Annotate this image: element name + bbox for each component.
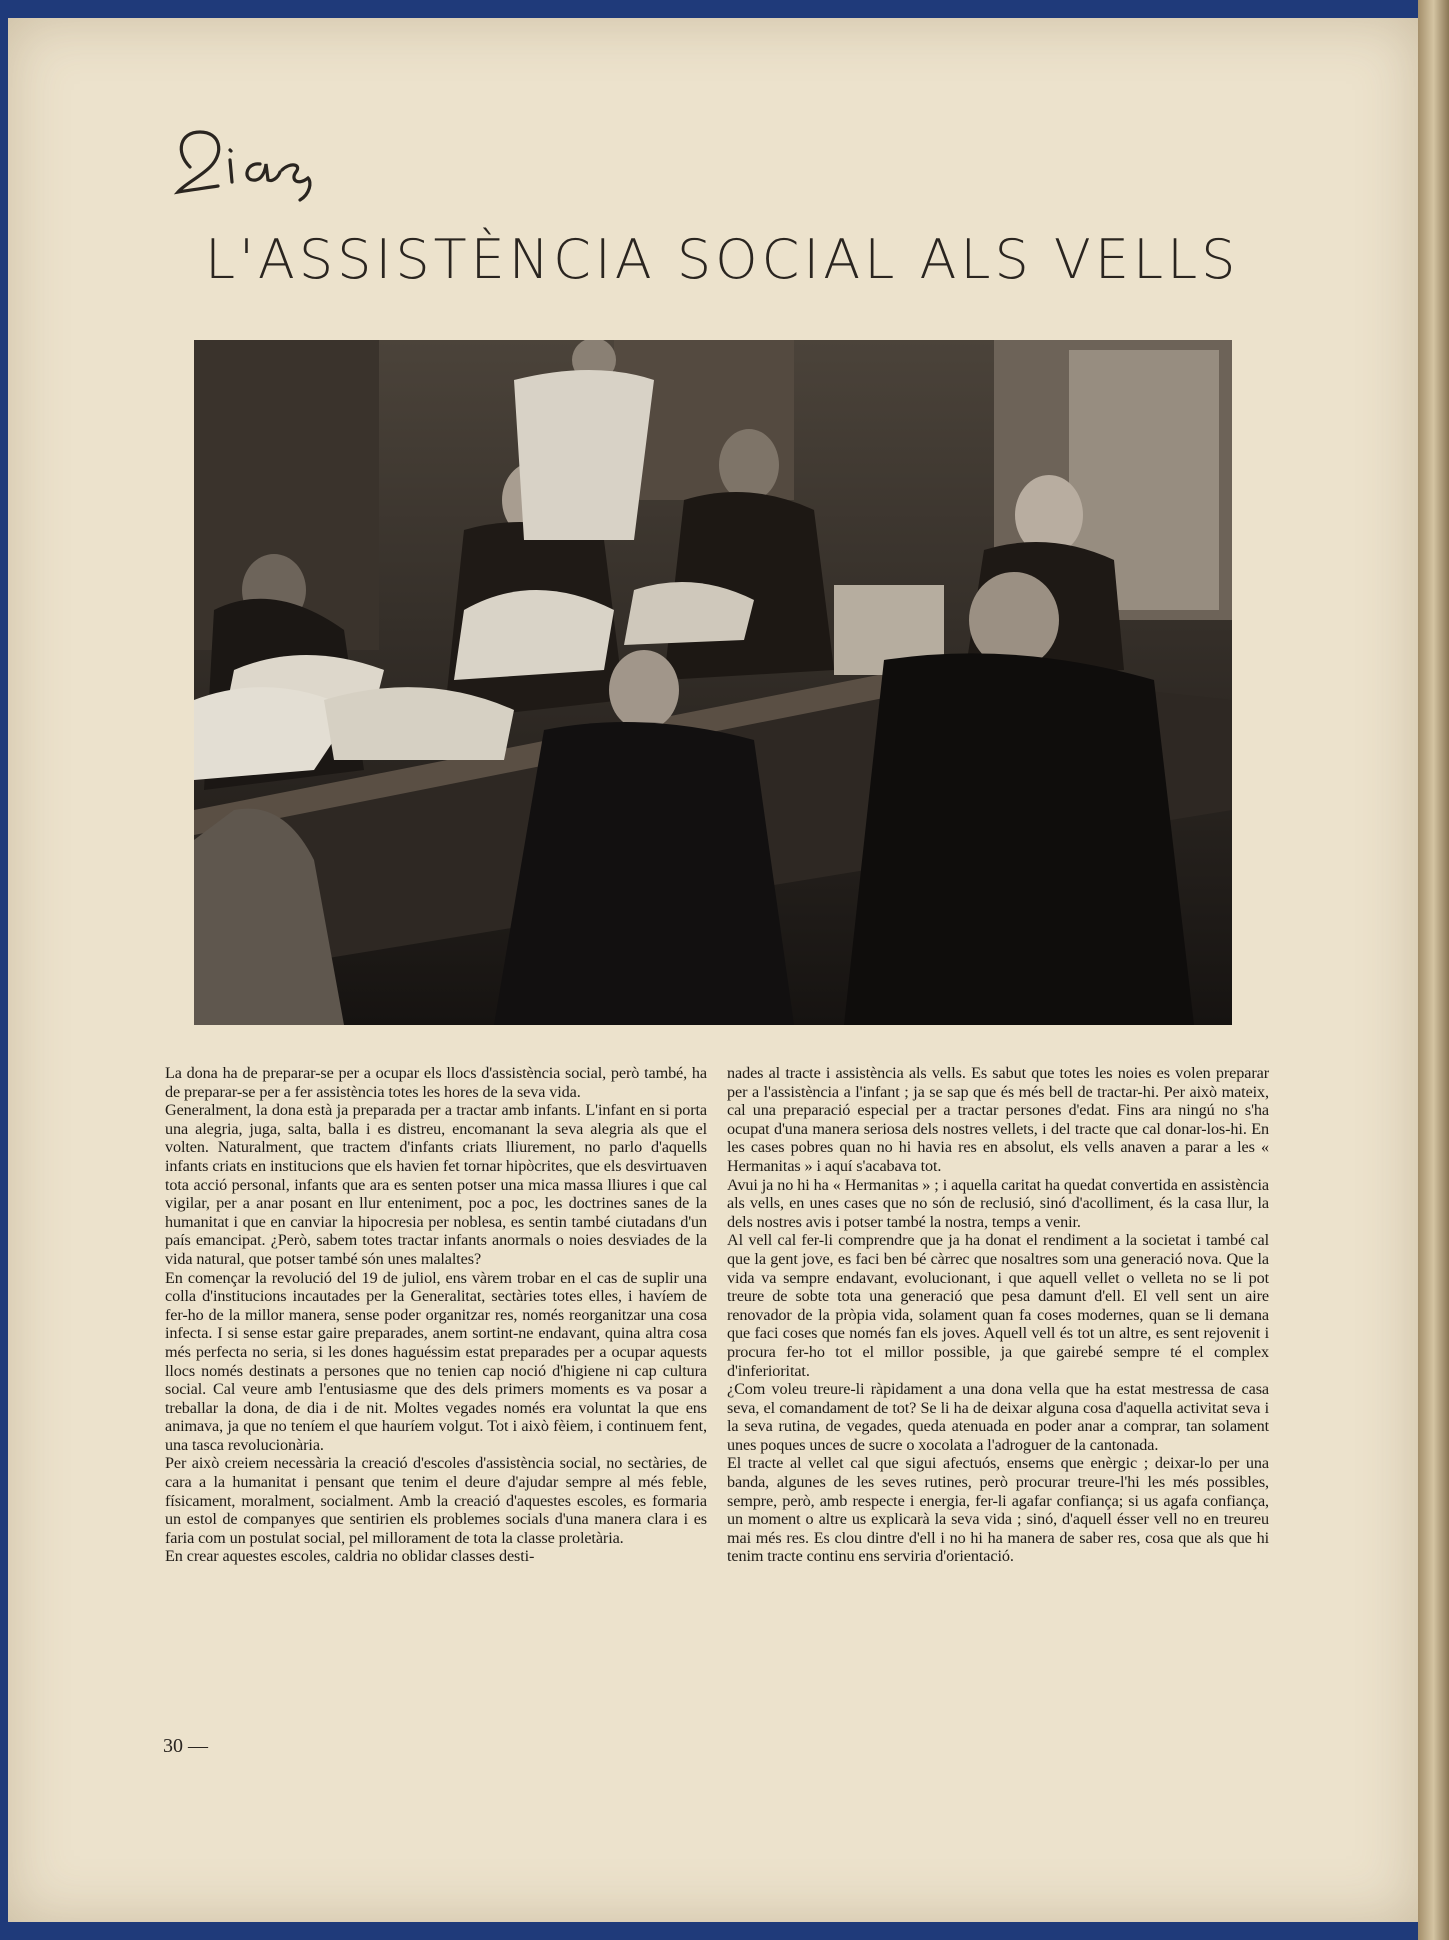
paragraph: Generalment, la dona està ja preparada per a tractar amb infants. L'infant en si porta una alegria, juga, salta, balla i es distreu, encomanant la seva alegria als que el volten. Naturalment, que tractem d'infants criats lliurement, no parlo d'aquells infants criats en institucions que els havien fet tornar hipòcrites, que els desvirtuaven tota acció personal, infants que ara es senten potser una mica massa lliures i que cal vigilar, per a anar posant en llur enteniment, poc a poc, les doctrines sanes de la humanitat i que en canviar la hipocresia per noblesa, es sentin també ciutadans d'un país emancipat. ¿Però, sabem totes tractar infants anormals o noies desviades de la vida natural, que potser també són unes malaltes? (165, 1101, 707, 1268)
photo-elderly-women-sewing (194, 340, 1232, 1025)
paragraph: En començar la revolució del 19 de juliol, ens vàrem trobar en el cas de suplir una colla d'institucions incautades per la Generalitat, sectàries totes elles, i havíem de fer-ho de la millor manera, sense poder organitzar res, només reorganitzar una cosa infecta. I si sense estar gaire preparades, anem sortint-ne endavant, quina altra cosa més perfecta no seria, si les dones haguéssim estat preparades per a ocupar aquests llocs només destinats a persones que no tenien cap noció d'higiene ni cap cultura social. Cal veure amb l'entusiasme que des dels primers moments es va posar a treballar la dona, de dia i de nit. Moltes vegades només era voluntat la que ens animava, ja que no teníem el que hauríem volgut. Tot i això fèiem, i continuem fent, una tasca revolucionària. (165, 1268, 707, 1454)
paragraph: Per això creiem necessària la creació d'escoles d'assistència social, no sectàries, de cara a la humanitat i pensant que tenim el deure d'ajudar sempre al més feble, físicament, moralment, socialment. Amb la creació d'aquestes escoles, es formaria un estol de companyes que sentirien els problemes socials d'una manera clara i es faria com un postulat social, pel millorament de tota la classe proletària. (165, 1454, 707, 1547)
paragraph: La dona ha de preparar-se per a ocupar els llocs d'assistència social, però també, ha de preparar-se per a fer assistència totes les hores de la seva vida. (165, 1064, 707, 1101)
paragraph: El tracte al vellet cal que sigui afectuós, ensems que enèrgic ; deixar-lo per una banda, algunes de les seves rutines, però procurar treure-l'hi les més possibles, sempre, però, amb respecte i energia, fer-li agafar confiança; si us agafa confiança, un moment o altre us explicarà la seva vida ; sinó, d'aquell ésser vell no en treureu mai més res. Es clou dintre d'ell i no hi ha manera de saber res, cosa que als que hi tenim tracte continu ens serviria d'orientació. (727, 1454, 1269, 1566)
photo-illustration (194, 340, 1232, 1025)
paragraph: En crear aquestes escoles, caldria no oblidar classes desti- (165, 1547, 535, 1566)
article-column-right (727, 1064, 1269, 1566)
paragraph: ¿Com voleu treure-li ràpidament a una dona vella que ha estat mestressa de casa seva, el comandament de tot? Se li ha de deixar alguna cosa d'aquella activitat seva i la seva rutina, de vegades, queda atenuada en poder anar a comprar, tan solament unes poques unces de sucre o xocolata a l'adroguer de la cantonada. (727, 1380, 1269, 1454)
article-column-left (165, 1064, 707, 1566)
paragraph: nades al tracte i assistència als vells. Es sabut que totes les noies es volen preparar per a l'assistència a l'infant ; ja se sap que és més bell de tractar-hi. Per això mateix, cal una preparació especial per a tractar persones d'edat. Fins ara ningú no s'ha ocupat d'una manera seriosa dels nostres vellets, i del tracte que cal donar-los-hi. En les cases pobres quan no hi havia res en absolut, els vells anaven a parar a les « Hermanitas » i aquí s'acabava tot. (727, 1064, 1269, 1175)
article-title: L'ASSISTÈNCIA SOCIAL ALS VELLS (205, 228, 1240, 291)
page-spine (1418, 0, 1449, 1940)
handwritten-signature (170, 112, 340, 222)
page-number: 30 — (163, 1735, 208, 1757)
paragraph: Al vell cal fer-li comprendre que ja ha donat el rendiment a la societat i també cal que la gent jove, es faci ben bé càrrec que nosaltres som una generació nova. Que la vida va sempre endavant, evolucionant, i que aquell vellet o velleta no se li pot treure de sobte tota una generació que pesa damunt d'ell. El vell sent un aire renovador de la pròpia vida, solament quan fa coses modernes, quan se li demana que faci coses que només fan els joves. Aquell vell és tot un altre, es sent rejovenit i procura fer-ho tot el millor possible, ja que gairebé sempre té el complex d'inferioritat. (727, 1231, 1269, 1380)
paragraph: Avui ja no hi ha « Hermanitas » ; i aquella caritat ha quedat convertida en assistència als vells, en unes cases que no són de reclusió, sinó d'acolliment, és la casa llur, la dels nostres avis i potser també la nostra, temps a venir. (727, 1175, 1269, 1231)
